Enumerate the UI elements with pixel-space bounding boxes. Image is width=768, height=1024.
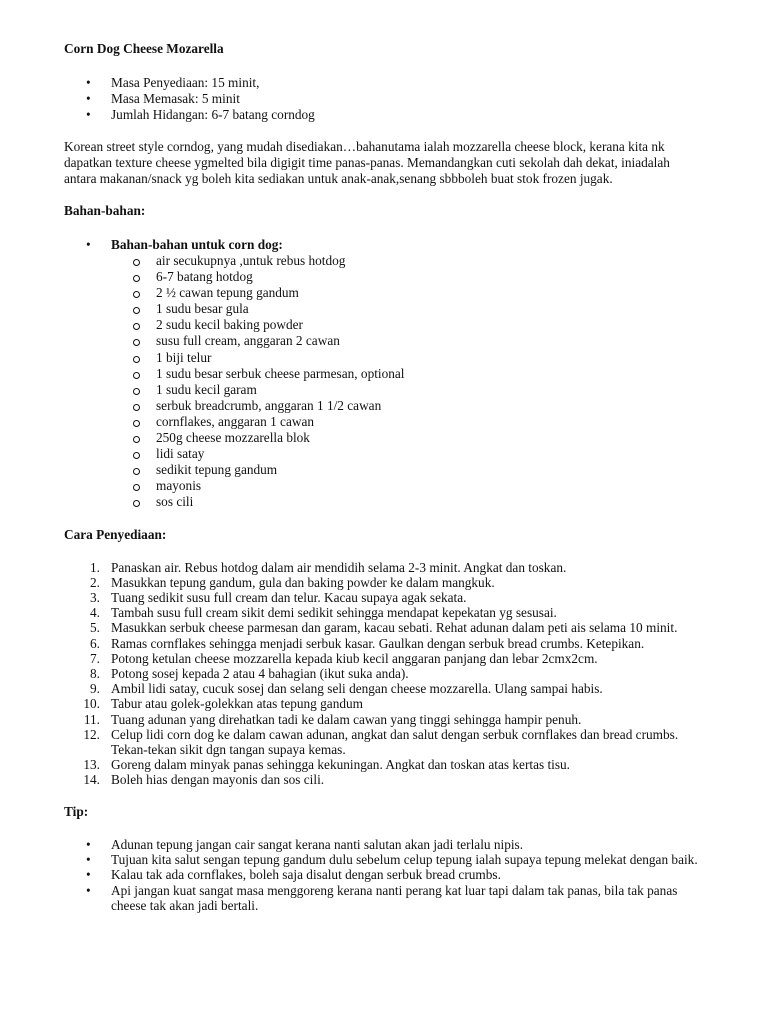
method-step bbox=[64, 696, 704, 711]
step-text: Ambil lidi satay, cucuk sosej dan selang seli dengan cheese mozzarella. Ulang sampai habis. bbox=[111, 681, 603, 697]
method-step bbox=[64, 560, 704, 575]
ingredient-item: mayonis bbox=[111, 478, 704, 494]
ingredient-item: 2 sudu kecil baking powder bbox=[111, 317, 704, 333]
ingredient-item: 1 sudu besar serbuk cheese parmesan, optional bbox=[111, 366, 704, 382]
ingredients-heading: Bahan-bahan: bbox=[64, 203, 146, 218]
step-number: 1. bbox=[90, 559, 100, 575]
step-number: 5. bbox=[90, 620, 100, 636]
tips-heading: Tip: bbox=[64, 803, 89, 819]
step-text: Tuang sedikit susu full cream dan telur. Kacau supaya agak sekata. bbox=[111, 589, 467, 605]
step-number: 8. bbox=[90, 665, 100, 681]
ingredient-item: air secukupnya ,untuk rebus hotdog bbox=[111, 253, 704, 269]
ingredient-item: cornflakes, anggaran 1 cawan bbox=[111, 414, 704, 430]
ingredient-item: 1 biji telur bbox=[111, 350, 704, 366]
step-text: Tabur atau golek-golekkan atas tepung gandum bbox=[111, 696, 363, 712]
tips-list bbox=[64, 837, 704, 914]
step-number: 4. bbox=[90, 605, 100, 621]
document-page bbox=[64, 41, 704, 914]
ingredient-item: 1 sudu besar gula bbox=[111, 301, 704, 317]
step-text: Potong sosej kepada 2 atau 4 bahagian (ikut suka anda). bbox=[111, 665, 409, 681]
step-number: 12. bbox=[83, 726, 100, 742]
step-text: Tambah susu full cream sikit demi sedikit sehingga mendapat kepekatan yg sesusai. bbox=[111, 605, 557, 621]
method-step bbox=[64, 636, 704, 651]
ingredient-item: 1 sudu kecil garam bbox=[111, 382, 704, 398]
ingredients-group-list bbox=[64, 237, 704, 253]
tip-item: • Tujuan kita salut sengan tepung gandum dulu sebelum celup tepung ialah supaya tepung melekat dengan baik. bbox=[64, 852, 704, 867]
ingredients-list bbox=[111, 253, 704, 511]
step-text: Masukkan serbuk cheese parmesan dan garam, kacau sebati. Rehat adunan dalam peti ais selama 10 minit. bbox=[111, 620, 678, 636]
tip-item: • Api jangan kuat sangat masa menggoreng kerana nanti perang kat luar tapi dalam tak panas, bila tak panas cheese tak akan jadi bertali. bbox=[64, 883, 704, 914]
step-number: 3. bbox=[90, 589, 100, 605]
step-text: Goreng dalam minyak panas sehingga kekuningan. Angkat dan toskan atas kertas tisu. bbox=[111, 757, 571, 773]
ingredient-item: 2 ½ cawan tepung gandum bbox=[111, 285, 704, 301]
method-step bbox=[64, 590, 704, 605]
recipe-meta-list bbox=[64, 75, 704, 123]
ingredient-item: lidi satay bbox=[111, 446, 704, 462]
step-text: Celup lidi corn dog ke dalam cawan adunan, angkat dan salut dengan serbuk cornflakes dan bread crumbs. Tekan-tekan sikit dgn tangan supaya kemas. bbox=[111, 726, 679, 757]
method-step bbox=[64, 681, 704, 696]
step-text: Masukkan tepung gandum, gula dan baking powder ke dalam mangkuk. bbox=[111, 574, 495, 590]
step-number: 6. bbox=[90, 635, 100, 651]
method-step bbox=[64, 712, 704, 727]
ingredient-item: serbuk breadcrumb, anggaran 1 1/2 cawan bbox=[111, 398, 704, 414]
step-number: 14. bbox=[83, 772, 100, 788]
method-step bbox=[64, 666, 704, 681]
ingredients-group-title: Bahan-bahan untuk corn dog: bbox=[111, 237, 283, 252]
meta-prep-time: • Masa Penyediaan: 15 minit, bbox=[64, 75, 704, 91]
tip-item: • Kalau tak ada cornflakes, boleh saja disalut dengan serbuk bread crumbs. bbox=[64, 867, 704, 882]
method-step bbox=[64, 651, 704, 666]
method-step bbox=[64, 772, 704, 787]
method-step bbox=[64, 757, 704, 772]
ingredient-item: susu full cream, anggaran 2 cawan bbox=[111, 333, 704, 349]
method-step bbox=[64, 575, 704, 590]
meta-cook-time: • Masa Memasak: 5 minit bbox=[64, 91, 704, 107]
ingredient-item: 250g cheese mozzarella blok bbox=[111, 430, 704, 446]
step-text: Potong ketulan cheese mozzarella kepada kiub kecil anggaran panjang dan lebar 2cmx2cm. bbox=[111, 650, 598, 666]
method-steps-list bbox=[64, 560, 704, 788]
step-number: 7. bbox=[90, 650, 100, 666]
step-text: Ramas cornflakes sehingga menjadi serbuk kasar. Gaulkan dengan serbuk bread crumbs. Ketepikan. bbox=[111, 635, 645, 651]
method-step bbox=[64, 620, 704, 635]
tip-item: • Adunan tepung jangan cair sangat kerana nanti salutan akan jadi terlalu nipis. bbox=[64, 837, 704, 852]
method-step bbox=[64, 605, 704, 620]
recipe-title: Corn Dog Cheese Mozarella bbox=[64, 41, 224, 56]
method-heading: Cara Penyediaan: bbox=[64, 526, 167, 542]
step-number: 2. bbox=[90, 574, 100, 590]
step-number: 11. bbox=[83, 711, 100, 727]
meta-servings: • Jumlah Hidangan: 6-7 batang corndog bbox=[64, 107, 704, 123]
ingredients-group bbox=[64, 237, 704, 253]
intro-paragraph: Korean street style corndog, yang mudah disediakan…bahanutama ialah mozzarella cheese block, kerana kita nk dapatkan texture cheese ygmelted bila digigit time panas-panas. Memandangkan cuti sekolah dah dekat, iniadalah antara makanan/snack yg boleh kita sediakan untuk anak-anak,senang sbbboleh buat stok frozen jugak. bbox=[64, 139, 670, 186]
step-text: Panaskan air. Rebus hotdog dalam air mendidih selama 2-3 minit. Angkat dan toskan. bbox=[111, 559, 567, 575]
step-number: 9. bbox=[90, 681, 100, 697]
step-text: Boleh hias dengan mayonis dan sos cili. bbox=[111, 772, 325, 788]
ingredient-item: 6-7 batang hotdog bbox=[111, 269, 704, 285]
method-step bbox=[64, 727, 704, 757]
ingredient-item: sedikit tepung gandum bbox=[111, 462, 704, 478]
ingredient-item: sos cili bbox=[111, 494, 704, 510]
step-text: Tuang adunan yang direhatkan tadi ke dalam cawan yang tinggi sehingga hampir penuh. bbox=[111, 711, 582, 727]
step-number: 10. bbox=[83, 696, 100, 712]
step-number: 13. bbox=[83, 757, 100, 773]
